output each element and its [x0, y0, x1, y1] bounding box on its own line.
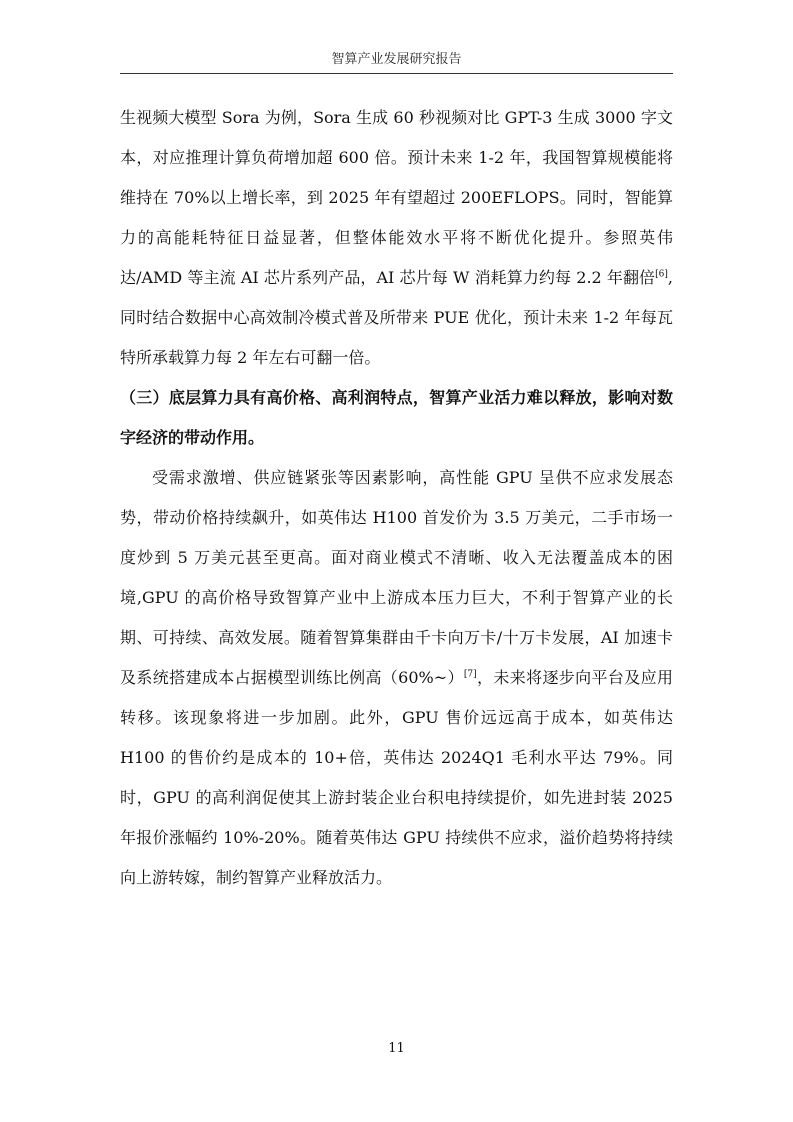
paragraph-continuation	[120, 98, 673, 378]
header-divider	[120, 73, 673, 74]
paragraph	[120, 458, 673, 898]
section-heading: （三）底层算力具有高价格、高利润特点，智算产业活力难以释放，影响对数字经济的带动作用。	[120, 388, 673, 447]
citation-ref: [6]	[655, 269, 668, 280]
paragraph-text: ，未来将逐步向平台及应用转移。该现象将进一步加剧。此外，GPU 售价远远高于成本，如英伟达 H100 的售价约是成本的 10+倍，英伟达 2024Q1 毛利水平达 79%。同时，GPU 的高利润促使其上游封装企业台积电持续提价，如先进封装 2025 年报价涨幅约 10%-20%。随着英伟达 GPU 持续供不应求，溢价趋势将持续向上游转嫁，制约智算产业释放活力。	[120, 668, 673, 887]
paragraph-text: 生视频大模型 Sora 为例，Sora 生成 60 秒视频对比 GPT-3 生成 3000 字文本，对应推理计算负荷增加超 600 倍。预计未来 1-2 年，我国智算规模能将维持在 70%以上增长率，到 2025 年有望超过 200EFLOPS。同时，智能算力的高能耗特征日益显著，但整体能效水平将不断优化提升。参照英伟达/AMD 等主流 AI 芯片系列产品，AI 芯片每 W 消耗算力约每 2.2 年翻倍	[120, 108, 673, 287]
page-number: 11	[388, 1041, 405, 1056]
header-title: 智算产业发展研究报告	[331, 52, 462, 67]
page-header	[120, 50, 673, 70]
paragraph-text: ,同时结合数据中心高效制冷模式普及所带来 PUE 优化，预计未来 1-2 年每瓦特所承载算力每 2 年左右可翻一倍。	[120, 268, 673, 367]
citation-ref: [7]	[463, 669, 477, 680]
paragraph-text: 受需求激增、供应链紧张等因素影响，高性能 GPU 呈供不应求发展态势，带动价格持续飙升，如英伟达 H100 首发价为 3.5 万美元，二手市场一度炒到 5 万美元甚至更高。面对商业模式不清晰、收入无法覆盖成本的困境,GPU 的高价格导致智算产业中上游成本压力巨大，不利于智算产业的长期、可持续、高效发展。随着智算集群由千卡向万卡/十万卡发展，AI 加速卡及系统搭建成本占据模型训练比例高（60%~）	[120, 468, 673, 687]
page-body	[120, 98, 673, 898]
